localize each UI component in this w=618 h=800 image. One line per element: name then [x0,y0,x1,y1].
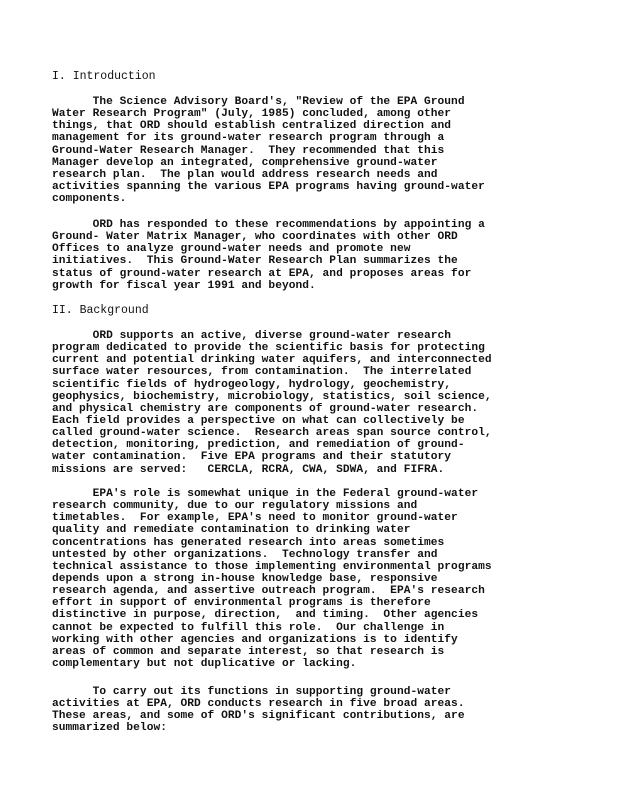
text-line: scientific fields of hydrogeology, hydrology, geochemistry, [52,378,452,391]
text-line: summarized below: [52,722,167,735]
text-line: geophysics, biochemistry, microbiology, statistics, soil science, [52,390,492,403]
text-line: activities at EPA, ORD conducts research in five broad areas. [52,698,465,711]
text-line: water contamination. Five EPA programs and their statutory [52,451,452,464]
text-line: cannot be expected to fulfill this role. Our challenge in [52,621,445,634]
text-line: Ground- Water Matrix Manager, who coordinates with other ORD [52,231,458,244]
text-line: program dedicated to provide the scientific basis for protecting [52,342,485,355]
text-line: research community, due to our regulatory missions and [52,500,418,513]
text-line: components. [52,193,127,206]
text-line: The Science Advisory Board's, "Review of the EPA Ground [52,96,465,108]
text-line: untested by other organizations. Technology transfer and [52,548,438,561]
section-heading-background: II. Background [52,304,149,317]
section-heading-introduction: I. Introduction [52,70,156,83]
text-line: Ground-Water Research Manager. They recommended that this [52,144,445,157]
text-line: Water Research Program" (July, 1985) concluded, among other [52,108,452,121]
text-line: research agenda, and assertive outreach program. EPA's research [52,585,485,598]
text-line: Manager develop an integrated, comprehensive ground-water [52,156,438,169]
text-line: depends upon a strong in-house knowledge base, responsive [52,572,438,585]
text-line: areas of common and separate interest, so that research is [52,645,445,658]
paragraph-ord-program [52,330,492,476]
text-line: status of ground-water research at EPA, and proposes areas for [52,267,472,280]
text-line: growth for fiscal year 1991 and beyond. [52,279,316,292]
paragraph-ord-response [52,219,485,292]
text-line: missions are served: CERCLA, RCRA, CWA, SDWA, and FIFRA. [52,463,445,476]
paragraph-sab-review [52,96,485,205]
text-line: Each field provides a perspective on what can collectively be [52,414,465,427]
text-line: Offices to analyze ground-water needs and promote new [52,243,411,256]
text-line: current and potential drinking water aquifers, and interconnected [52,354,492,367]
paragraph-epa-role [52,488,492,670]
text-line: ORD supports an active, diverse ground-water research [52,330,452,342]
text-line: activities spanning the various EPA programs having ground-water [52,180,485,193]
text-line: distinctive in purpose, direction, and timing. Other agencies [52,609,479,622]
text-line: EPA's role is somewhat unique in the Federal ground-water [52,488,479,500]
text-line: working with other agencies and organizations is to identify [52,633,458,646]
text-line: effort in support of environmental programs is therefore [52,597,431,610]
text-line: concentrations has generated research into areas sometimes [52,536,445,549]
text-line: called ground-water science. Research areas span source control, [52,427,492,440]
text-line: timetables. For example, EPA's need to monitor ground-water [52,512,458,525]
text-line: initiatives. This Ground-Water Research Plan summarizes the [52,255,458,268]
text-line: management for its ground-water research program through a [52,132,445,145]
text-line: and physical chemistry are components of ground-water research. [52,402,479,415]
text-line: surface water resources, from contamination. The interrelated [52,366,472,379]
text-line: complementary but not duplicative or lacking. [52,657,357,670]
paragraph-five-areas [52,686,465,735]
text-line: These areas, and some of ORD's significant contributions, are [52,710,465,723]
text-line: research plan. The plan would address research needs and [52,168,438,181]
text-line: things, that ORD should establish centralized direction and [52,120,452,133]
text-line: detection, monitoring, prediction, and remediation of ground- [52,439,465,452]
text-line: To carry out its functions in supporting ground-water [52,686,452,698]
text-line: ORD has responded to these recommendations by appointing a [52,219,485,231]
text-line: quality and remediate contamination to drinking water [52,524,411,537]
text-line: technical assistance to those implementing environmental programs [52,560,492,573]
